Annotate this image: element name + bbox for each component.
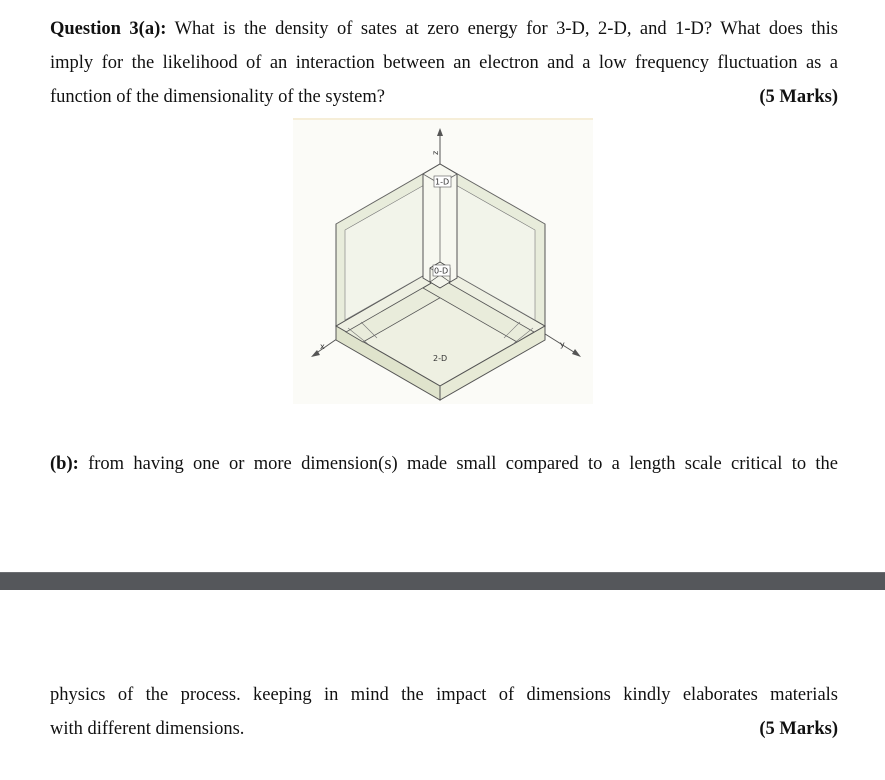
axis-y-label: y — [560, 340, 565, 349]
dimensionality-figure — [293, 118, 593, 404]
label-2d: 2-D — [433, 354, 448, 363]
question-3a-marks: (5 Marks) — [759, 87, 838, 107]
question-3b-text-1: from having one or more dimension(s) made small compared to a length scale critical to the — [78, 454, 838, 474]
document-page-bottom — [0, 590, 885, 780]
question-3b-line-3 — [50, 712, 838, 746]
question-3a-line-3 — [50, 80, 838, 114]
label-1d: 1-D — [435, 177, 450, 187]
question-3a-line-2: imply for the likelihood of an interaction between an electron and a low frequency fluctuation as a — [50, 53, 838, 73]
dimensionality-diagram — [293, 118, 593, 404]
question-3b-line-2: physics of the process. keeping in mind the impact of dimensions kindly elaborates materials — [50, 685, 838, 705]
question-3a-text-1: What is the density of sates at zero energy for 3-D, 2-D, and 1-D? What does this — [166, 19, 838, 39]
page-separator — [0, 572, 885, 590]
question-3b — [50, 447, 838, 481]
question-3a — [50, 12, 838, 114]
question-3b-label: (b): — [50, 454, 79, 474]
question-3b-continued — [50, 678, 838, 746]
question-3b-text-3: with different dimensions. — [50, 719, 245, 739]
question-3a-label: Question 3(a): — [50, 19, 167, 39]
question-3a-line-1 — [50, 12, 838, 46]
label-0d: 0-D — [434, 266, 449, 276]
question-3b-marks: (5 Marks) — [759, 719, 838, 739]
question-3b-line-1 — [50, 447, 838, 481]
axis-z-label: z — [431, 150, 440, 155]
axis-x-label: x — [320, 342, 325, 351]
question-3a-text-3: function of the dimensionality of the system? — [50, 87, 385, 107]
